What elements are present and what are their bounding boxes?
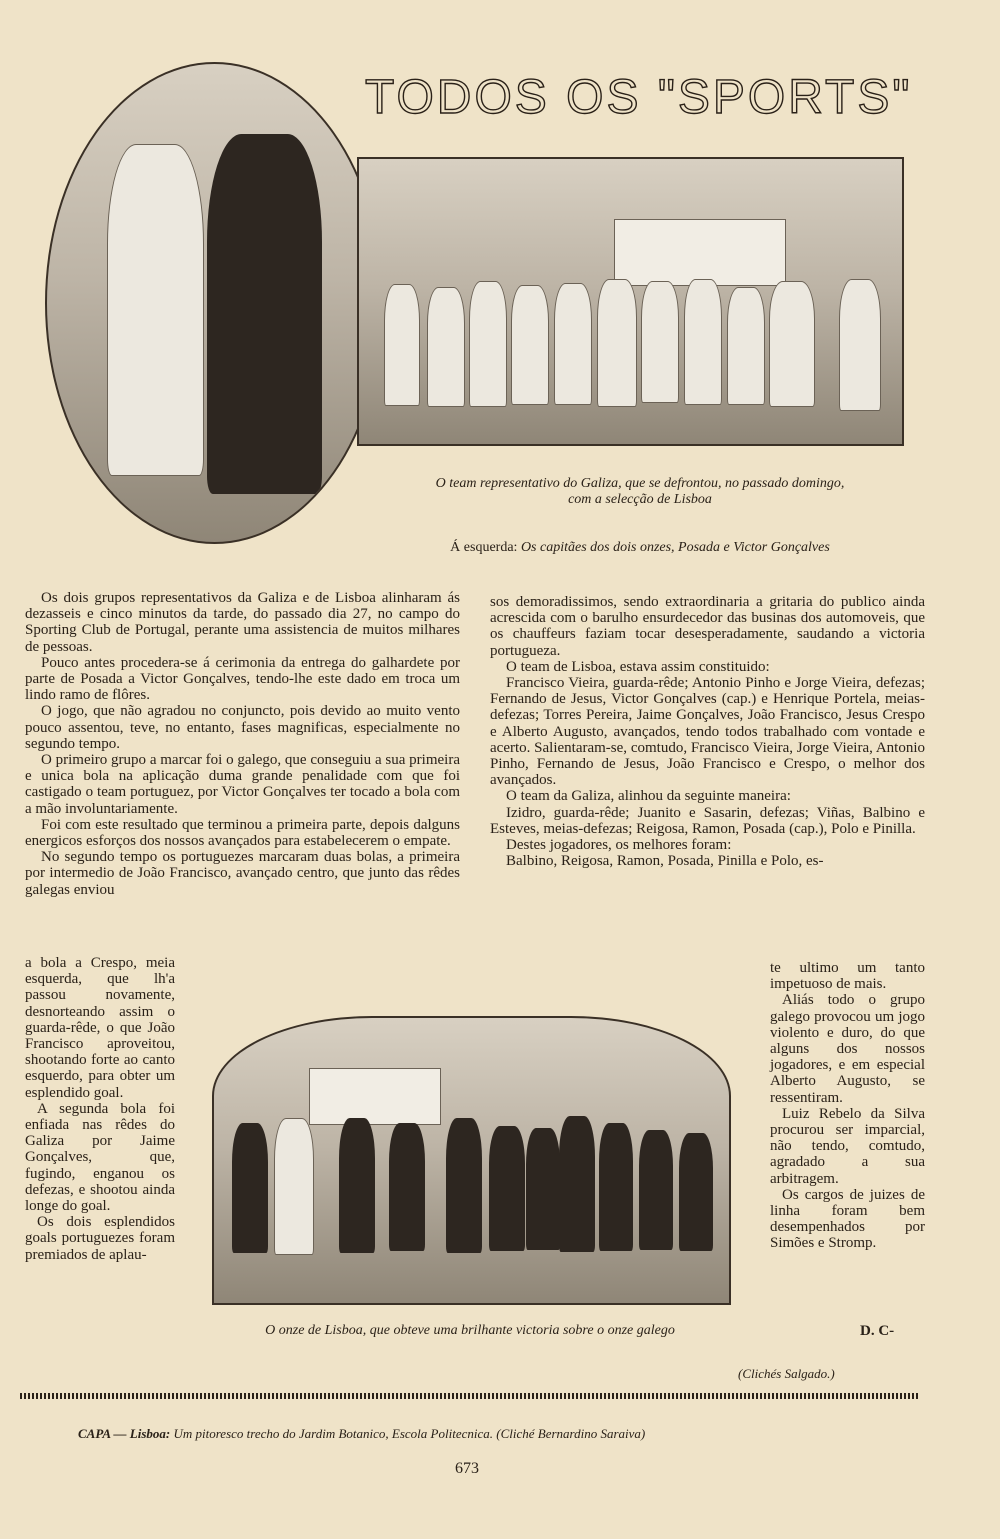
- article-paragraph: O team da Galiza, alinhou da seguinte maneira:: [506, 788, 791, 805]
- goalkeeper-figure: [274, 1118, 314, 1255]
- article-right-narrow: [770, 960, 925, 1252]
- stadium-building: [614, 219, 786, 286]
- player-figure: [526, 1128, 560, 1250]
- player-figure: [684, 279, 722, 405]
- galiza-caption-line1: O team representativo do Galiza, que se defrontou, no passado domingo,: [435, 476, 845, 491]
- article-paragraph: A segunda bola foi enfiada nas rêdes do Galiza por Jaime Gonçalves, que, fugindo, enganou os defezas, e shootou ainda longe do goal.: [25, 1100, 175, 1215]
- article-paragraph: No segundo tempo os portuguezes marcaram duas bolas, a primeira por intermedio de João Francisco, avançado centro, que junto das rêdes galegas enviou: [25, 849, 460, 898]
- player-figure: [511, 285, 549, 405]
- player-figure: [599, 1123, 633, 1251]
- player-figure: [769, 281, 815, 407]
- photo-credit: (Clichés Salgado.): [738, 1366, 835, 1381]
- article-paragraph: O team de Lisboa, estava assim constituido:: [506, 658, 770, 675]
- player-figure: [469, 281, 507, 407]
- player-figure: [597, 279, 637, 407]
- captain-victor-figure: [207, 134, 322, 494]
- player-figure: [427, 287, 465, 407]
- article-paragraph: Os dois esplendidos goals portuguezes foram premiados de aplau-: [25, 1214, 175, 1263]
- player-figure: [727, 287, 765, 405]
- dotted-divider: [20, 1393, 920, 1399]
- page-title: TODOS OS "SPORTS": [365, 71, 913, 124]
- player-figure: [489, 1126, 525, 1251]
- article-paragraph: Destes jogadores, os melhores foram:: [506, 837, 732, 854]
- galiza-team-photo: [357, 157, 904, 446]
- player-figure: [639, 1130, 673, 1250]
- captain-posada-figure: [107, 144, 204, 476]
- player-figure: [389, 1123, 425, 1251]
- player-figure: [384, 284, 420, 406]
- lisboa-team-caption: [200, 1323, 740, 1339]
- player-figure: [559, 1116, 595, 1252]
- player-figure: [554, 283, 592, 405]
- article-paragraph: Balbino, Reigosa, Ramon, Posada, Pinilla e Polo, es-: [506, 853, 824, 870]
- article-right-column: [490, 594, 925, 869]
- captains-caption-text: Os capitães dos dois onzes, Posada e Victor Gonçalves: [520, 540, 830, 555]
- article-paragraph: te ultimo um tanto impetuoso de mais.: [770, 960, 925, 993]
- article-paragraph: Francisco Vieira, guarda-rêde; Antonio Pinho e Jorge Vieira, defezas; Fernando de Jesus, Victor Gonçalves (cap.) e Henrique Portela, meias-defezas; Torres Pereira, Jaime Gonçalves, João Francisco, Jesus Crespo e Alberto Augusto, avançados, tendo todos trabalhado com vontade e acerto. Salientaram-se, comtudo, Francisco Vieira, Jorge Vieira, Antonio Pinho, Fernando de Jesus, João Francisco e Crespo, o melhor dos avançados.: [490, 675, 925, 789]
- article-paragraph: Os dois grupos representativos da Galiza e de Lisboa alinharam ás dezasseis e cinco minutos da tarde, do passado dia 27, no campo do Sporting Club de Portugal, perante uma assistencia de muitos milhares de pessoas.: [25, 590, 460, 655]
- article-paragraph: Luiz Rebelo da Silva procurou ser imparcial, não tendo, comtudo, agradado a sua arbitragem.: [770, 1105, 925, 1187]
- article-paragraph: Foi com este resultado que terminou a primeira parte, depois dalguns energicos esforços dos nossos avançados para estabelecerem o empate.: [25, 816, 460, 850]
- author-signature: D. C-: [860, 1323, 895, 1339]
- captains-caption: [390, 540, 890, 556]
- article-paragraph: Aliás todo o grupo galego provocou um jogo violento e duro, do que alguns dos nossos jogadores, e em especial Alberto Augusto, se ressentiram.: [770, 992, 925, 1106]
- article-left-column: [25, 590, 460, 898]
- article-paragraph: a bola a Crespo, meia esquerda, que lh'a passou novamente, desnorteando assim o guarda-rêde, o que João Francisco aproveitou, shootando forte ao canto esquerdo, para obter um esplendido goal.: [25, 955, 175, 1101]
- article-paragraph: Pouco antes procedera-se á cerimonia da entrega do galhardete por parte de Posada a Victor Gonçalves, tendo-lhe este dado em troca um lindo ramo de flôres.: [25, 654, 460, 704]
- cover-note-text: Um pitoresco trecho do Jardim Botanico, Escola Politecnica. (Cliché Bernardino Saraiva): [173, 1426, 646, 1441]
- article-paragraph: O primeiro grupo a marcar foi o galego, que conseguiu a sua primeira e unica bola na aplicação duma grande penalidade com que foi castigado o team portuguez, por Victor Gonçalves ter tocado a bola com a mão involuntariamente.: [25, 752, 460, 817]
- cover-note-label: CAPA — Lisboa:: [78, 1426, 171, 1441]
- article-paragraph: Os cargos de juizes de linha foram bem desempenhados por Simões e Stromp.: [770, 1186, 925, 1252]
- player-figure: [232, 1123, 268, 1253]
- stadium-building: [309, 1068, 441, 1125]
- article-paragraph: O jogo, que não agradou no conjuncto, pois devido ao muito vento pouco assentou, teve, no entanto, fases magnificas, especialmente no segundo tempo.: [25, 703, 460, 752]
- captains-caption-lead: Á esquerda:: [450, 540, 518, 555]
- article-left-narrow: [25, 955, 175, 1263]
- cover-note: [78, 1426, 938, 1442]
- lisboa-team-photo: [212, 1016, 731, 1305]
- page-number: 673: [455, 1460, 479, 1477]
- player-figure: [641, 281, 679, 403]
- article-paragraph: sos demoradissimos, sendo extraordinaria a gritaria do publico ainda acrescida com o barulho ensurdecedor das businas dos automoveis, que os chauffeurs faziam tocar desesperadamente, saudando a victoria portugueza.: [490, 594, 925, 659]
- player-figure: [679, 1133, 713, 1251]
- player-figure: [446, 1118, 482, 1253]
- galiza-caption-line2: com a selecção de Lisboa: [568, 492, 712, 507]
- player-figure: [339, 1118, 375, 1253]
- article-paragraph: Izidro, guarda-rêde; Juanito e Sasarin, defezas; Viñas, Balbino e Esteves, meias-defezas; Reigosa, Ramon, Posada (cap.), Polo e Pinilla.: [490, 804, 925, 837]
- galiza-team-caption: [370, 476, 910, 508]
- lisboa-caption-text: O onze de Lisboa, que obteve uma brilhante victoria sobre o onze galego: [265, 1323, 675, 1338]
- captains-photo: [45, 62, 384, 544]
- player-figure: [839, 279, 881, 411]
